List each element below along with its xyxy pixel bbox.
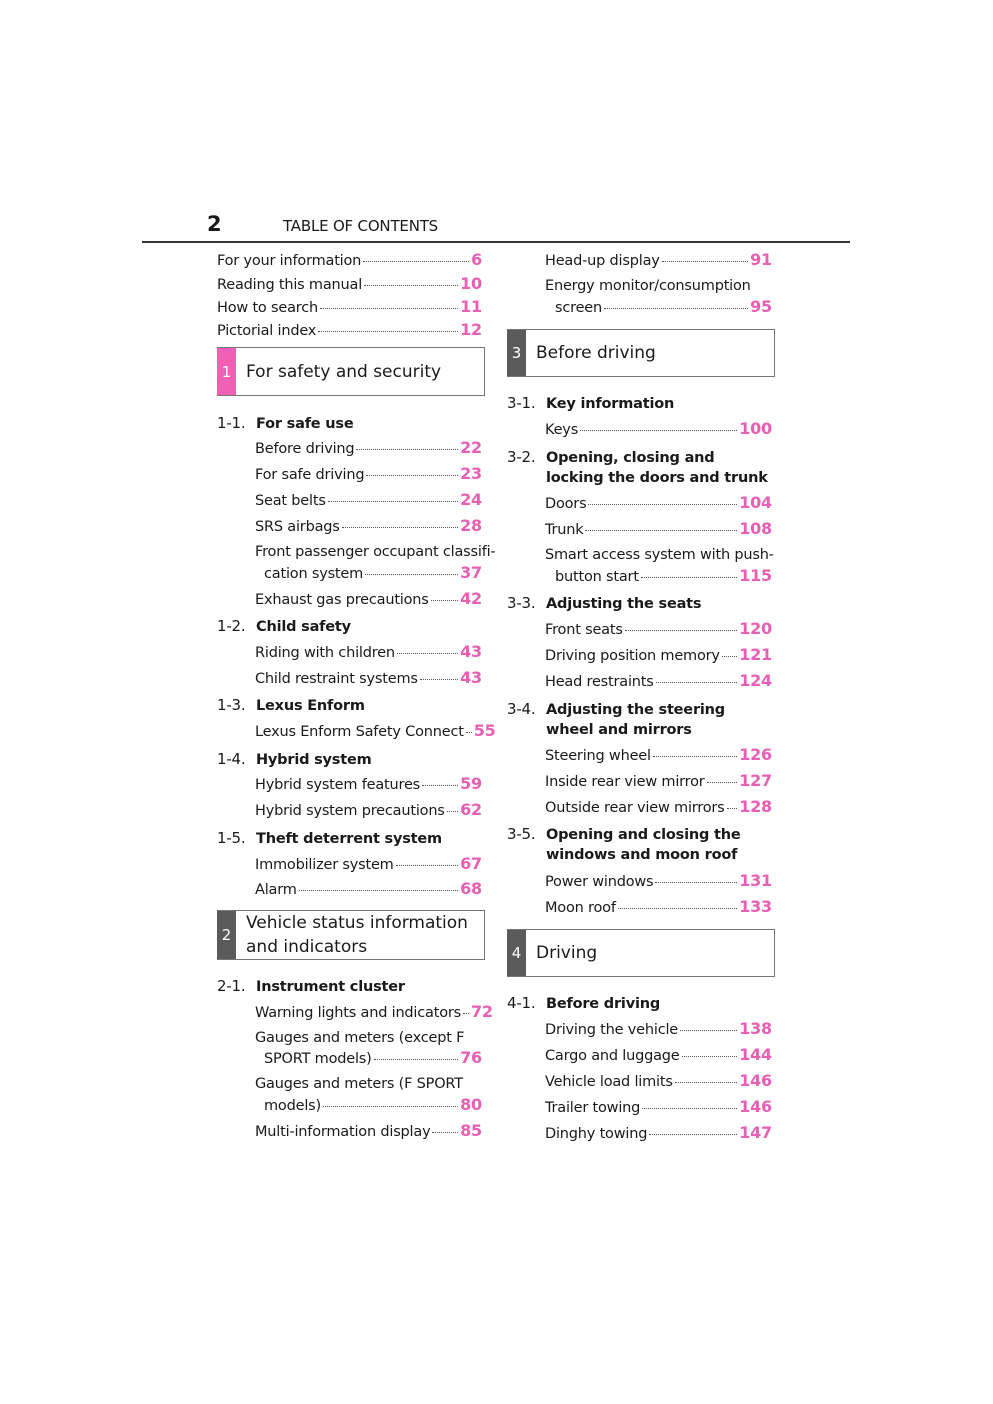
section-1-4[interactable]: 1-4. Hybrid system bbox=[217, 750, 372, 768]
chapter-title: Driving bbox=[536, 943, 598, 963]
section-1-2[interactable]: 1-2. Child safety bbox=[217, 617, 351, 635]
toc-entry[interactable]: Driving the vehicle 138 bbox=[545, 1019, 772, 1038]
toc-entry[interactable]: Vehicle load limits 146 bbox=[545, 1071, 772, 1090]
toc-entry[interactable]: Seat belts 24 bbox=[255, 490, 482, 509]
toc-entry[interactable]: Trailer towing 146 bbox=[545, 1097, 772, 1116]
toc-entry[interactable]: Steering wheel 126 bbox=[545, 745, 772, 764]
toc-entry[interactable]: Moon roof 133 bbox=[545, 897, 772, 916]
toc-entry[interactable]: Head-up display 91 bbox=[545, 250, 772, 269]
toc-entry-for-your-information[interactable]: For your information 6 bbox=[217, 250, 482, 269]
section-2-1[interactable]: 2-1. Instrument cluster bbox=[217, 977, 405, 995]
toc-entry[interactable]: screen 95 bbox=[555, 297, 772, 316]
section-1-1[interactable]: 1-1. For safe use bbox=[217, 414, 354, 432]
toc-entry[interactable]: Riding with children 43 bbox=[255, 642, 482, 661]
section-3-2[interactable]: 3-2. Opening, closing and locking the doors and trunk bbox=[507, 448, 768, 486]
page-number: 2 bbox=[207, 212, 222, 236]
chapter-2-header[interactable] bbox=[217, 910, 485, 960]
chapter-title: Before driving bbox=[536, 343, 656, 363]
toc-entry[interactable]: Child restraint systems 43 bbox=[255, 668, 482, 687]
section-4-1[interactable]: 4-1. Before driving bbox=[507, 994, 661, 1012]
toc-entry[interactable]: Inside rear view mirror 127 bbox=[545, 771, 772, 790]
toc-entry-line[interactable]: Energy monitor/consumption bbox=[545, 278, 751, 294]
section-3-3[interactable]: 3-3. Adjusting the seats bbox=[507, 594, 702, 612]
toc-entry-line[interactable]: Gauges and meters (except F bbox=[255, 1030, 465, 1046]
chapter-title: Vehicle status information and indicators bbox=[246, 913, 468, 957]
section-3-5[interactable]: 3-5. Opening and closing the windows and moon roof bbox=[507, 825, 741, 863]
toc-entry-line[interactable]: Gauges and meters (F SPORT bbox=[255, 1076, 463, 1092]
toc-entry[interactable]: SPORT models) 76 bbox=[264, 1048, 482, 1067]
toc-entry-reading-this-manual[interactable]: Reading this manual 10 bbox=[217, 274, 482, 293]
chapter-number: 1 bbox=[217, 348, 236, 395]
toc-entry[interactable]: Outside rear view mirrors 128 bbox=[545, 797, 772, 816]
toc-entry[interactable]: Keys 100 bbox=[545, 419, 772, 438]
toc-entry[interactable]: Before driving 22 bbox=[255, 438, 482, 457]
toc-entry[interactable]: For safe driving 23 bbox=[255, 464, 482, 483]
section-3-1[interactable]: 3-1. Key information bbox=[507, 394, 675, 412]
toc-entry[interactable]: Power windows 131 bbox=[545, 871, 772, 890]
toc-entry[interactable]: button start 115 bbox=[555, 566, 772, 585]
toc-entry[interactable]: Multi-information display 85 bbox=[255, 1121, 482, 1140]
toc-entry[interactable]: Driving position memory 121 bbox=[545, 645, 772, 664]
toc-entry[interactable]: Doors 104 bbox=[545, 493, 772, 512]
toc-entry[interactable]: Warning lights and indicators 72 bbox=[255, 1002, 493, 1021]
toc-entry[interactable]: models) 80 bbox=[264, 1095, 482, 1114]
toc-entry[interactable]: SRS airbags 28 bbox=[255, 516, 482, 535]
chapter-1-header[interactable] bbox=[217, 347, 485, 396]
toc-entry-line[interactable]: Smart access system with push- bbox=[545, 547, 774, 563]
header-divider bbox=[142, 241, 850, 243]
page-title: TABLE OF CONTENTS bbox=[283, 217, 439, 235]
toc-entry[interactable]: Trunk 108 bbox=[545, 519, 772, 538]
toc-entry[interactable]: Cargo and luggage 144 bbox=[545, 1045, 772, 1064]
chapter-number: 3 bbox=[507, 330, 526, 376]
toc-entry[interactable]: Alarm 68 bbox=[255, 879, 482, 898]
section-1-5[interactable]: 1-5. Theft deterrent system bbox=[217, 829, 442, 847]
toc-entry[interactable]: Dinghy towing 147 bbox=[545, 1123, 772, 1142]
toc-entry-pictorial-index[interactable]: Pictorial index 12 bbox=[217, 320, 482, 339]
chapter-number: 4 bbox=[507, 930, 526, 976]
toc-entry-how-to-search[interactable]: How to search 11 bbox=[217, 297, 482, 316]
chapter-title: For safety and security bbox=[246, 361, 442, 382]
toc-entry[interactable]: Head restraints 124 bbox=[545, 671, 772, 690]
toc-entry[interactable]: Hybrid system precautions 62 bbox=[255, 800, 482, 819]
chapter-4-header[interactable] bbox=[507, 929, 775, 977]
section-1-3[interactable]: 1-3. Lexus Enform bbox=[217, 696, 365, 714]
section-3-4[interactable]: 3-4. Adjusting the steering wheel and mirrors bbox=[507, 700, 725, 738]
chapter-number: 2 bbox=[217, 911, 236, 959]
toc-entry[interactable]: Front seats 120 bbox=[545, 619, 772, 638]
toc-entry[interactable]: Immobilizer system 67 bbox=[255, 854, 482, 873]
toc-entry[interactable]: Lexus Enform Safety Connect 55 bbox=[255, 721, 496, 740]
toc-entry[interactable]: Hybrid system features 59 bbox=[255, 774, 482, 793]
toc-entry-line[interactable]: Front passenger occupant classifi- bbox=[255, 544, 496, 560]
chapter-3-header[interactable] bbox=[507, 329, 775, 377]
toc-entry[interactable]: cation system 37 bbox=[264, 563, 482, 582]
toc-entry[interactable]: Exhaust gas precautions 42 bbox=[255, 589, 482, 608]
